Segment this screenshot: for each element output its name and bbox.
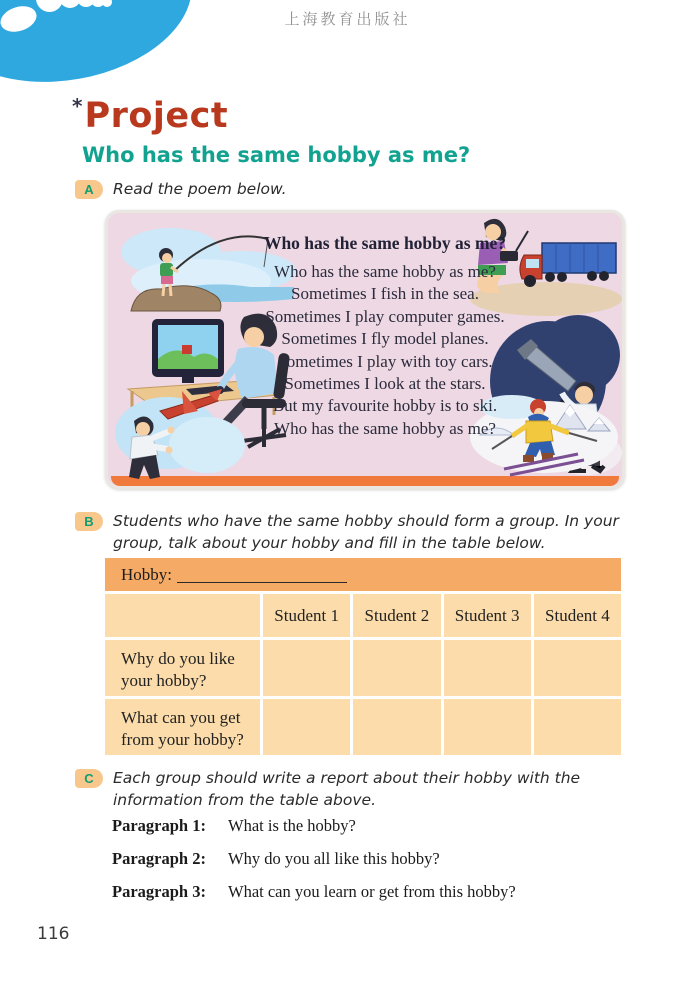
- blob-dot: [152, 14, 159, 21]
- row-label-why-like: Why do you like your hobby?: [105, 640, 260, 696]
- poem-line: Sometimes I play with toy cars.: [277, 351, 493, 371]
- poem-line: Sometimes I fish in the sea.: [291, 284, 479, 304]
- table-input-cell[interactable]: [353, 699, 440, 755]
- table-input-cell[interactable]: [444, 699, 531, 755]
- section-a: [75, 179, 287, 201]
- table-input-cell[interactable]: [353, 640, 440, 696]
- page-number: 116: [37, 924, 70, 944]
- poem: [190, 233, 580, 440]
- table-grid: [105, 594, 621, 755]
- paragraph-1-label: Paragraph 1:: [112, 816, 206, 835]
- hobby-table: [105, 558, 621, 755]
- section-b-instruction: Students who have the same hobby should form a group. In your group, talk about your hobby and fill in the table below.: [113, 512, 619, 552]
- column-header-student-2: Student 2: [353, 594, 440, 637]
- blob-dot: [141, 6, 150, 15]
- table-hobby-header: [105, 558, 621, 591]
- poem-line: Sometimes I play computer games.: [265, 306, 505, 326]
- column-header-student-1: Student 1: [263, 594, 350, 637]
- publisher-header: 上海教育出版社: [284, 12, 411, 28]
- paragraph-3-row: [112, 882, 516, 902]
- section-c-instruction: Each group should write a report about their hobby with the information from the table above.: [113, 769, 581, 809]
- poem-title: Who has the same hobby as me?: [263, 233, 507, 253]
- section-c-badge: C: [75, 769, 103, 788]
- table-input-cell[interactable]: [444, 640, 531, 696]
- project-title-text: Project: [84, 96, 229, 136]
- poem-line: Sometimes I fly model planes.: [281, 329, 489, 349]
- column-header-student-4: Student 4: [534, 594, 621, 637]
- table-input-cell[interactable]: [263, 640, 350, 696]
- poem-card: [105, 210, 625, 489]
- page-title: [72, 94, 228, 136]
- paragraph-1-row: [112, 816, 356, 836]
- table-input-cell[interactable]: [263, 699, 350, 755]
- paragraph-2-row: [112, 849, 440, 869]
- paragraph-2-label: Paragraph 2:: [112, 849, 206, 868]
- section-b: [75, 511, 665, 554]
- poem-line: Who has the same hobby as me?: [274, 418, 496, 438]
- paragraph-3-text: What can you learn or get from this hobby?: [228, 882, 516, 901]
- row-label-what-get: What can you get from your hobby?: [105, 699, 260, 755]
- paragraph-3-label: Paragraph 3:: [112, 882, 206, 901]
- poem-line: Sometimes I look at the stars.: [284, 374, 486, 394]
- section-a-badge: A: [75, 180, 103, 199]
- paragraph-1-text: What is the hobby?: [228, 816, 356, 835]
- poem-line: Who has the same hobby as me?: [274, 262, 496, 281]
- poem-line: But my favourite hobby is to ski.: [272, 396, 498, 416]
- blue-blob-decoration: [0, 0, 195, 84]
- paragraph-2-text: Why do you all like this hobby?: [228, 849, 440, 868]
- table-corner-cell: [105, 594, 260, 637]
- table-input-cell[interactable]: [534, 640, 621, 696]
- page-subtitle: Who has the same hobby as me?: [82, 143, 471, 167]
- asterisk-mark: *: [72, 94, 83, 118]
- column-header-student-3: Student 3: [444, 594, 531, 637]
- hobby-blank-line[interactable]: [177, 567, 347, 583]
- section-c: [75, 768, 665, 811]
- table-input-cell[interactable]: [534, 699, 621, 755]
- section-a-instruction: Read the poem below.: [113, 180, 287, 198]
- section-b-badge: B: [75, 512, 103, 531]
- hobby-label: Hobby:: [121, 564, 172, 584]
